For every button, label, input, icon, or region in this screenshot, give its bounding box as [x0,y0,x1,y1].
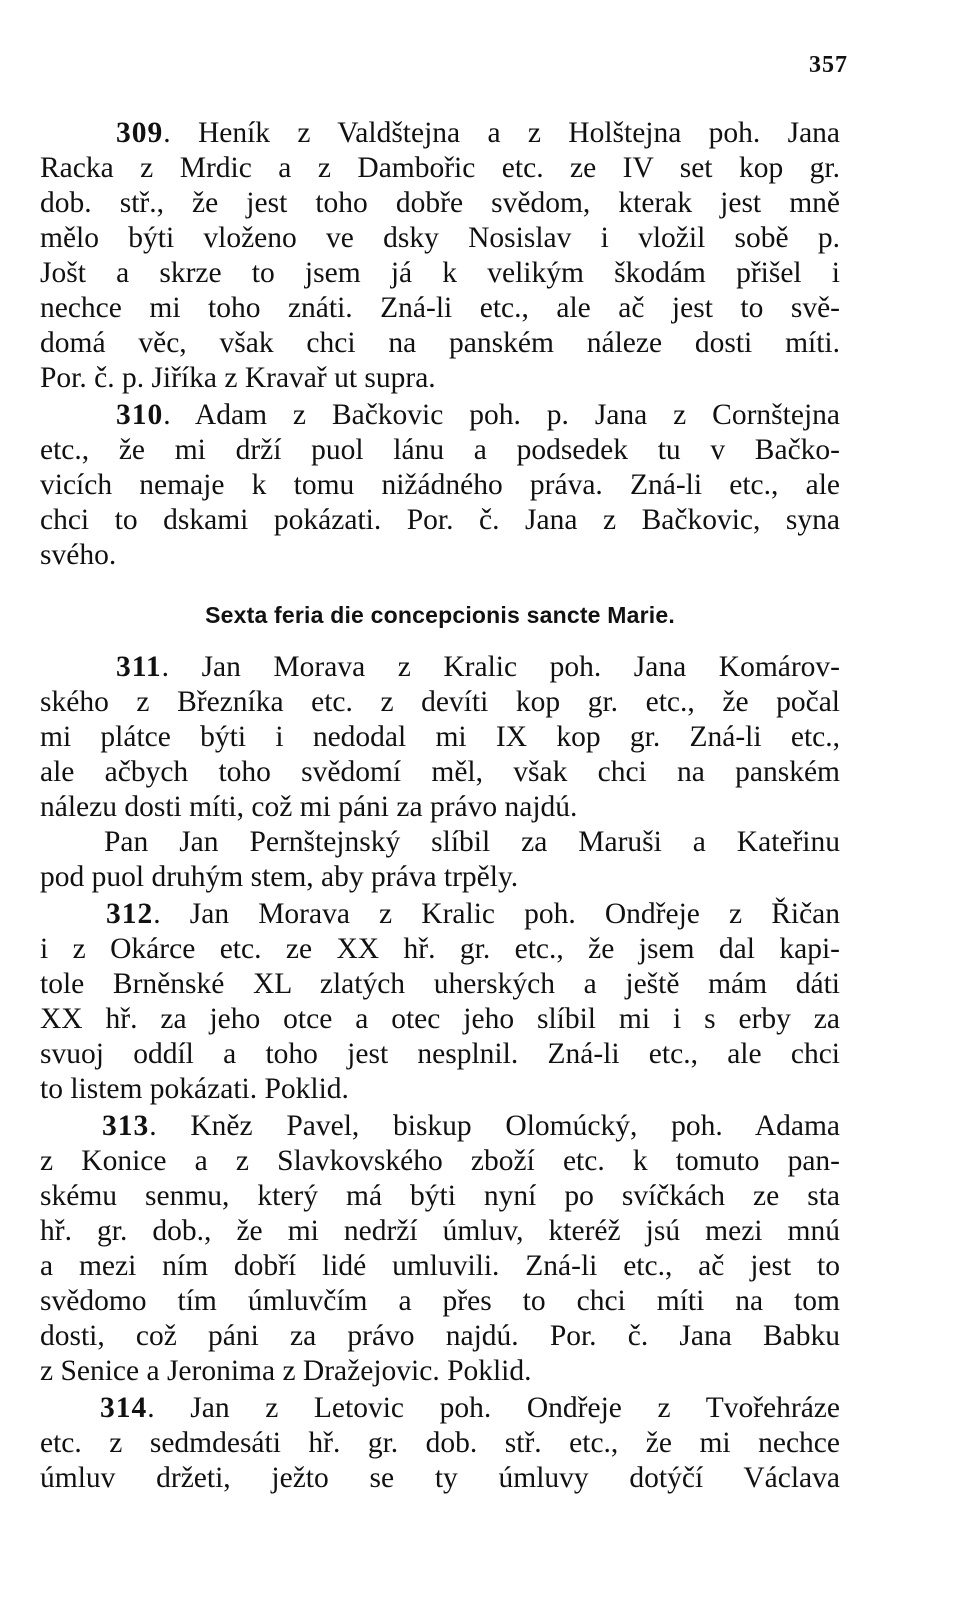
entry-310-line-1: 310. Adam z Bačkovic poh. p. Jana z Cornštejna [116,399,840,431]
entry-313-line-4: hř. gr. dob., že mi nedrží úmluv, kteréž jsú mezi mnú [40,1215,840,1247]
entry-311-line-1: 311. Jan Morava z Kralic poh. Jana Komárov- [116,651,841,683]
entry-314-text: Jan z Letovic poh. Ondřeje z Tvořehráze [190,1392,840,1424]
entry-310-text: Adam z Bačkovic poh. p. Jana z Cornštejna [194,399,840,431]
entry-309-line-5: Jošt a skrze to jsem já k velikým škodám přišel i [40,257,840,289]
entry-311-line-6: Pan Jan Pernštejnský slíbil za Maruši a Kateřinu [104,826,840,858]
entry-313-line-8: z Senice a Jeronima z Dražejovic. Poklid. [40,1355,532,1387]
entry-310-line-2: etc., že mi drží puol lánu a podsedek tu v Bačko- [40,434,840,466]
entry-309-line-6: nechce mi toho znáti. Zná-li etc., ale ač jest to svě- [40,292,840,324]
entry-314-line-1: 314. Jan z Letovic poh. Ondřeje z Tvořehráze [100,1392,840,1424]
entry-311-line-5: nálezu dosti míti, což mi páni za právo najdú. [40,791,578,823]
entry-312-line-1: 312. Jan Morava z Kralic poh. Ondřeje z Řičan [106,898,841,930]
entry-number-313: 313 [102,1110,150,1142]
entry-309-line-1: 309. Heník z Valdštejna a z Holštejna poh. Jana [116,117,841,149]
entry-311-text: Jan Morava z Kralic poh. Jana Komárov- [201,651,841,683]
section-heading: Sexta feria die concepcionis sancte Marie. [205,602,675,628]
entry-313-text: Kněz Pavel, biskup Olomúcký, poh. Adama [190,1110,841,1142]
page-number: 357 [809,52,848,78]
entry-311-line-2: ského z Březníka etc. z devíti kop gr. etc., že počal [40,686,840,718]
entry-312-line-4: XX hř. za jeho otce a otec jeho slíbil mi i s erby za [40,1003,840,1035]
entry-312-text: Jan Morava z Kralic poh. Ondřeje z Řičan [189,898,841,930]
entry-309-line-7: domá věc, však chci na panském náleze dosti míti. [40,327,840,359]
entry-313-line-5: a mezi ním dobří lidé umluvili. Zná-li etc., ač jest to [40,1250,840,1282]
entry-312-line-6: to listem pokázati. Poklid. [40,1073,349,1105]
entry-311-line-4: ale ačbych toho svědomí měl, však chci na panském [40,756,840,788]
entry-309-line-3: dob. stř., že jest toho dobře svědom, kterak jest mně [40,187,840,219]
document-page [40,0,848,1618]
entry-number-311: 311 [116,651,162,683]
entry-312-line-2: i z Okárce etc. ze XX hř. gr. etc., že jsem dal kapi- [40,933,840,965]
entry-number-309: 309 [116,117,164,149]
entry-314-line-2: etc. z sedmdesáti hř. gr. dob. stř. etc., že mi nechce [40,1427,840,1459]
entry-313-line-6: svědomo tím úmluvčím a přes to chci míti na tom [40,1285,840,1317]
entry-309-line-4: mělo býti vloženo ve dsky Nosislav i vložil sobě p. [40,222,840,254]
entry-310-line-5: svého. [40,539,117,571]
entry-314-line-3: úmluv držeti, ježto se ty úmluvy dotýčí Václava [40,1462,840,1494]
entry-number-312: 312 [106,898,154,930]
entry-313-line-2: z Konice a z Slavkovského zboží etc. k tomuto pan- [40,1145,840,1177]
entry-313-line-3: skému senmu, který má býti nyní po svíčkách ze sta [40,1180,840,1212]
entry-310-line-4: chci to dskami pokázati. Por. č. Jana z Bačkovic, syna [40,504,840,536]
entry-312-line-3: tole Brněnské XL zlatých uherských a ještě mám dáti [40,968,840,1000]
entry-number-310: 310 [116,399,164,431]
entry-309-line-8: Por. č. p. Jiříka z Kravař ut supra. [40,362,436,394]
entry-312-line-5: svuoj oddíl a toho jest nesplnil. Zná-li etc., ale chci [40,1038,840,1070]
entry-311-line-3: mi plátce býti i nedodal mi IX kop gr. Zná-li etc., [40,721,840,753]
entry-309-text: Heník z Valdštejna a z Holštejna poh. Jana [197,117,841,149]
entry-313-line-1: 313. Kněz Pavel, biskup Olomúcký, poh. Adama [102,1110,841,1142]
entry-310-line-3: vicích nemaje k tomu nižádného práva. Zná-li etc., ale [40,469,840,501]
entry-313-line-7: dosti, což páni za právo najdú. Por. č. Jana Babku [40,1320,840,1352]
entry-309-line-2: Racka z Mrdic a z Dambořic etc. ze IV set kop gr. [40,152,840,184]
entry-number-314: 314 [100,1392,148,1424]
entry-311-line-7: pod puol druhým stem, aby práva trpěly. [40,861,519,893]
